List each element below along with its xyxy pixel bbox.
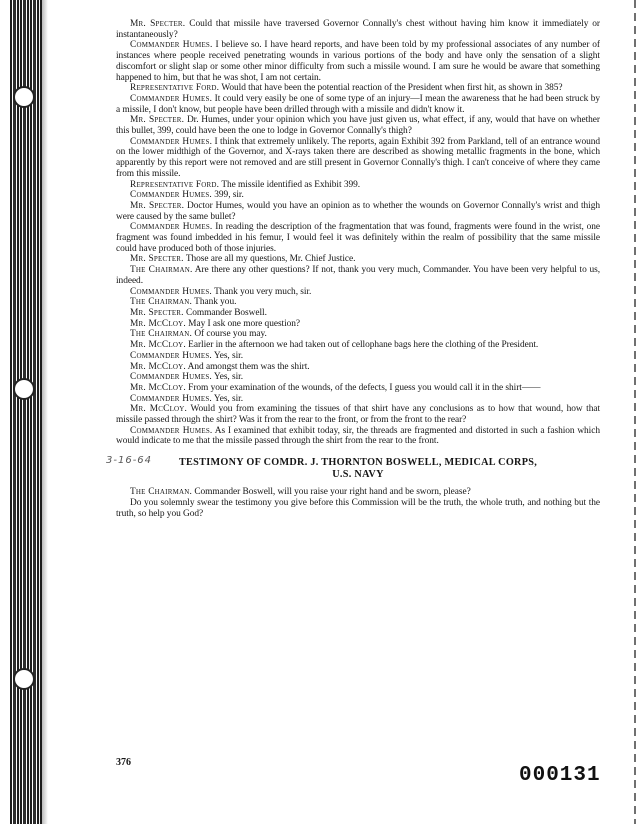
speaker-name: Mr. Specter. — [130, 19, 186, 29]
speech-text: Are there any other questions? If not, thank you very much, Commander. You have been very helpful to us, indeed. — [116, 265, 600, 286]
speaker-name: Commander Humes. — [130, 222, 213, 233]
speech-text: I think that extremely unlikely. The reports, again Exhibit 392 from Parkland, tell of an entrance wound on the lower midthigh of the Governor, and X-rays taken there are described as showing metallic fragments in the bone, which apparently by this report were not removed and are still present in Governor Connally's thigh. I can't conceive of where they came from this missile. — [116, 136, 601, 179]
testimony-paragraph — [116, 351, 600, 362]
speaker-name: Commander Humes. — [130, 425, 213, 436]
speech-text: Do you solemnly swear the testimony you give before this Commission will be the truth, the whole truth, and nothing but the truth, so help you God? — [116, 497, 600, 519]
speaker-name: Commander Humes. — [130, 93, 213, 104]
speaker-name: Commander Humes. — [130, 350, 212, 361]
testimony-paragraph — [116, 308, 600, 319]
speech-text: Would you from examining the tissues of that shirt have any conclusions as to how that wound, how that missile passed through the shirt? Was it from the rear to the front, or from the front to the rear? — [116, 404, 600, 426]
speech-text: Of course you may. — [192, 329, 267, 340]
speaker-name: Representative Ford. — [130, 179, 220, 190]
testimony-paragraph — [116, 254, 600, 265]
heading-line-1: TESTIMONY OF COMDR. J. THORNTON BOSWELL, MEDICAL CORPS, — [178, 457, 538, 469]
punch-hole — [13, 86, 35, 108]
binder-edge — [10, 0, 42, 824]
speaker-name: Mr. McCloy. — [130, 318, 186, 329]
speech-text: I believe so. I have heard reports, and have been told by my professional associates of any number of instances where people received penetrating wounds in various portions of the body and have only the sensation of a slight discomfort or slight slap or some other minor difficulty from such a missile wound. I am sure he would be aware that something happened to him, but that he was shot, I am not certain. — [116, 40, 600, 83]
speech-text: Those are all my questions, Mr. Chief Justice. — [183, 254, 356, 265]
testimony-paragraph — [116, 201, 600, 222]
heading-line-2: U.S. NAVY — [332, 469, 384, 481]
speaker-name: The Chairman. — [130, 265, 193, 276]
testimony-heading — [116, 457, 600, 481]
speaker-name: Mr. Specter. — [130, 115, 185, 126]
speech-text: As I examined that exhibit today, sir, the threads are fragmented and distorted in such a fashion which would indicate to me that the missile passed through the shirt from the rear to the front. — [116, 425, 600, 447]
testimony-paragraph — [116, 487, 600, 498]
testimony-paragraph — [116, 83, 600, 94]
speaker-name: Mr. McCloy. — [130, 340, 186, 351]
testimony-paragraph — [116, 383, 600, 394]
testimony-paragraph — [116, 137, 600, 180]
speech-text: Thank you very much, sir. — [211, 286, 312, 297]
speaker-name: The Chairman. — [130, 487, 193, 498]
page-number: 376 — [116, 757, 131, 768]
punch-hole — [13, 378, 35, 400]
speech-text: Yes, sir. — [211, 350, 244, 361]
speaker-name: Commander Humes. — [130, 372, 212, 383]
testimony-paragraph — [116, 362, 600, 373]
speech-text: Commander Boswell. — [183, 307, 267, 318]
transcript-body — [106, 19, 601, 519]
speech-text: Would that have been the potential reaction of the President when first hit, as shown in 385? — [219, 83, 563, 94]
testimony-paragraph — [116, 297, 600, 308]
testimony-paragraph — [116, 190, 600, 201]
speech-text: Could that missile have traversed Governor Connally's chest without having him know it immediately or instantaneously? — [116, 19, 600, 40]
testimony-paragraph — [116, 319, 600, 330]
binder-shadow — [42, 0, 48, 824]
speaker-name: Commander Humes. — [130, 40, 213, 51]
oath-paragraphs — [116, 487, 600, 519]
page-edge — [634, 0, 636, 824]
speaker-name: Commander Humes. — [130, 393, 212, 404]
punch-hole — [13, 668, 35, 690]
speaker-name: Mr. Specter. — [130, 200, 185, 211]
speech-text: Earlier in the afternoon we had taken out of cellophane bags here the clothing of the President. — [185, 340, 539, 351]
speaker-name: Mr. McCloy. — [130, 382, 186, 393]
speaker-name: Mr. McCloy. — [130, 361, 186, 372]
testimony-paragraph — [116, 19, 600, 40]
speaker-name: Representative Ford. — [130, 83, 220, 94]
speaker-name: The Chairman. — [130, 297, 193, 308]
testimony-paragraphs — [116, 19, 600, 447]
speech-text: The missile identified as Exhibit 399. — [219, 179, 361, 190]
testimony-heading-block — [106, 455, 600, 481]
testimony-paragraph — [116, 287, 600, 298]
speech-text: In reading the description of the fragmentation that was found, fragments were found in the wrist, one fragment was found imbedded in his femur, I would feel it was definitely within the realm of possibility that the same missile could have produced both of those injuries. — [116, 222, 600, 254]
speech-text: Thank you. — [192, 297, 237, 308]
speech-text: May I ask one more question? — [185, 318, 301, 329]
speech-text: And amongst them was the shirt. — [185, 361, 310, 372]
speech-text: Commander Boswell, will you raise your right hand and be sworn, please? — [192, 487, 471, 498]
document-number: 000131 — [519, 764, 601, 787]
speaker-name: Mr. Specter. — [130, 254, 184, 265]
testimony-paragraph — [116, 40, 600, 83]
speech-text: Dr. Humes, under your opinion which you have just given us, what effect, if any, would that have on whether this bullet, 399, could have been the one to lodge in Governor Connally's thigh? — [116, 115, 600, 137]
speaker-name: The Chairman. — [130, 329, 193, 340]
speaker-name: Commander Humes. — [130, 286, 212, 297]
handwritten-date-note: 3-16-64 — [106, 455, 153, 467]
speech-text: It could very easily be one of some type of an injury—I mean the awareness that he had been struck by a missile, I don't know, but people have been drilled through with a missile and didn't know it. — [116, 93, 600, 115]
testimony-paragraph — [116, 372, 600, 383]
testimony-paragraph — [116, 115, 600, 136]
testimony-paragraph — [116, 404, 600, 425]
testimony-paragraph — [116, 340, 600, 351]
testimony-paragraph — [116, 426, 600, 447]
speaker-name: Commander Humes. — [130, 190, 212, 201]
testimony-paragraph — [116, 394, 600, 405]
speaker-name: Commander Humes. — [130, 136, 213, 147]
speech-text: Yes, sir. — [211, 393, 244, 404]
speech-text: From your examination of the wounds, of the defects, I guess you would call it in the shirt—— — [185, 382, 541, 393]
testimony-paragraph — [116, 329, 600, 340]
testimony-paragraph — [116, 498, 600, 519]
testimony-paragraph — [116, 180, 600, 191]
testimony-paragraph — [116, 94, 600, 115]
speech-text: Doctor Humes, would you have an opinion as to whether the wounds on Governor Connally's wrist and thigh were caused by the same bullet? — [116, 200, 600, 222]
testimony-paragraph — [116, 265, 600, 286]
speech-text: 399, sir. — [211, 190, 244, 201]
speech-text: Yes, sir. — [211, 372, 244, 383]
speaker-name: Mr. McCloy. — [130, 404, 188, 415]
testimony-paragraph — [116, 222, 600, 254]
speaker-name: Mr. Specter. — [130, 307, 184, 318]
